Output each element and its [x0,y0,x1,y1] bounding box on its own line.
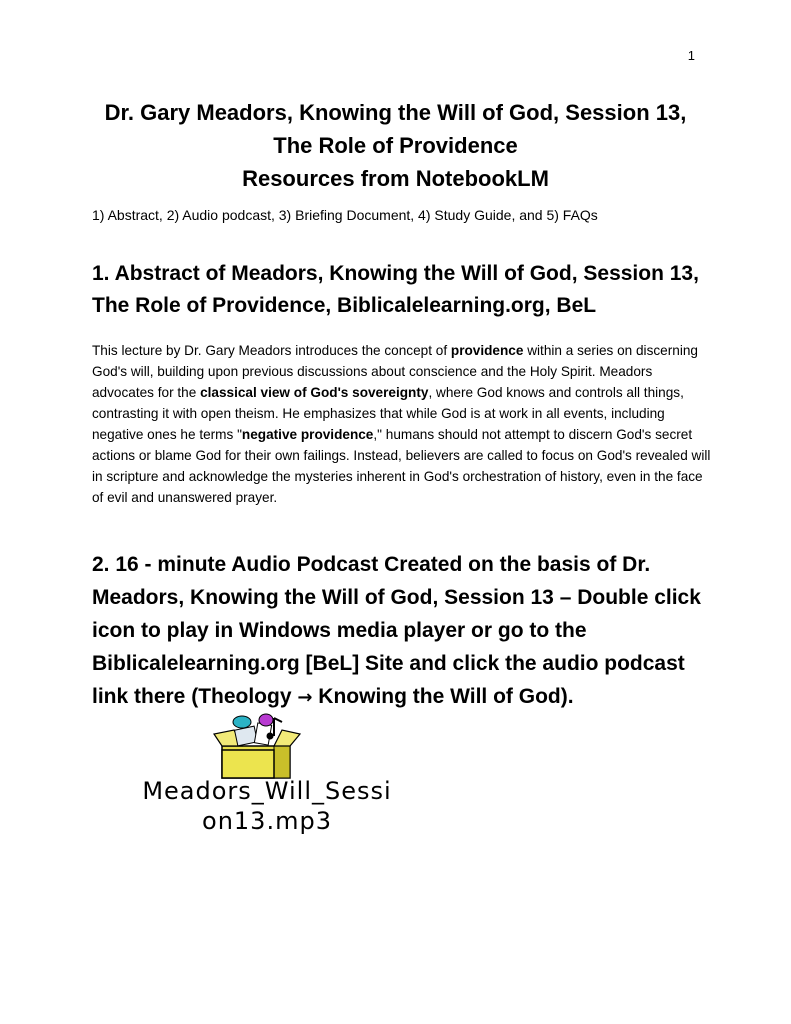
abstract-text-1: This lecture by Dr. Gary Meadors introduces the concept of [92,343,451,358]
abstract-text-2: within a series on discerning God's will, building upon previous discussions about conscience and the Holy Spirit. Meadors advocates for the [92,343,698,400]
audio-file-label[interactable] [92,776,442,836]
file-label-line2: on13.mp3 [202,807,332,835]
section2-heading-part2: Knowing the Will of God). [312,685,574,708]
section2-heading-part1: 2. 16 - minute Audio Podcast Created on the basis of Dr. Meadors, Knowing the Will of God, Session 13 – Double click icon to play in Windows media player or go to the Biblicalelearning.org [BeL] Site and click the audio podcast link there (Theology [92,553,701,708]
title-line-2: The Role of Providence [273,133,518,158]
abstract-paragraph [92,340,712,508]
page-number: 1 [687,48,695,63]
title-line-3: Resources from NotebookLM [242,166,549,191]
abstract-bold-classical-view: classical view of God's sovereignty [200,385,429,400]
section1-heading-line2: The Role of Providence, Biblicalelearning.org, BeL [92,294,597,317]
section1-heading [92,258,712,322]
abstract-bold-providence: providence [450,343,524,358]
abstract-bold-negative-providence: negative providence [241,427,374,442]
resources-list: 1) Abstract, 2) Audio podcast, 3) Briefing Document, 4) Study Guide, and 5) FAQs [92,207,598,223]
arrow-right-icon: → [297,687,313,708]
abstract-text-3: , where God knows and controls all things, contrasting it with open theism. He emphasizes that while God is at work in all events, including negative ones he terms " [92,385,684,442]
section1-heading-line1: 1. Abstract of Meadors, Knowing the Will of God, Session 13, [92,262,699,285]
title-line-1: Dr. Gary Meadors, Knowing the Will of God, Session 13, [104,100,687,125]
abstract-text-4: ," humans should not attempt to discern God's secret actions or blame God for their own failings. Instead, believers are called to focus on God's revealed will in scripture and acknowledge the mysteries inherent in God's orchestration of history, even in the face of evil and unanswered prayer. [92,427,711,505]
section2-heading [92,548,712,714]
document-title [60,96,731,195]
media-package-icon[interactable] [212,712,302,782]
file-label-line1: Meadors_Will_Sessi [142,777,392,805]
